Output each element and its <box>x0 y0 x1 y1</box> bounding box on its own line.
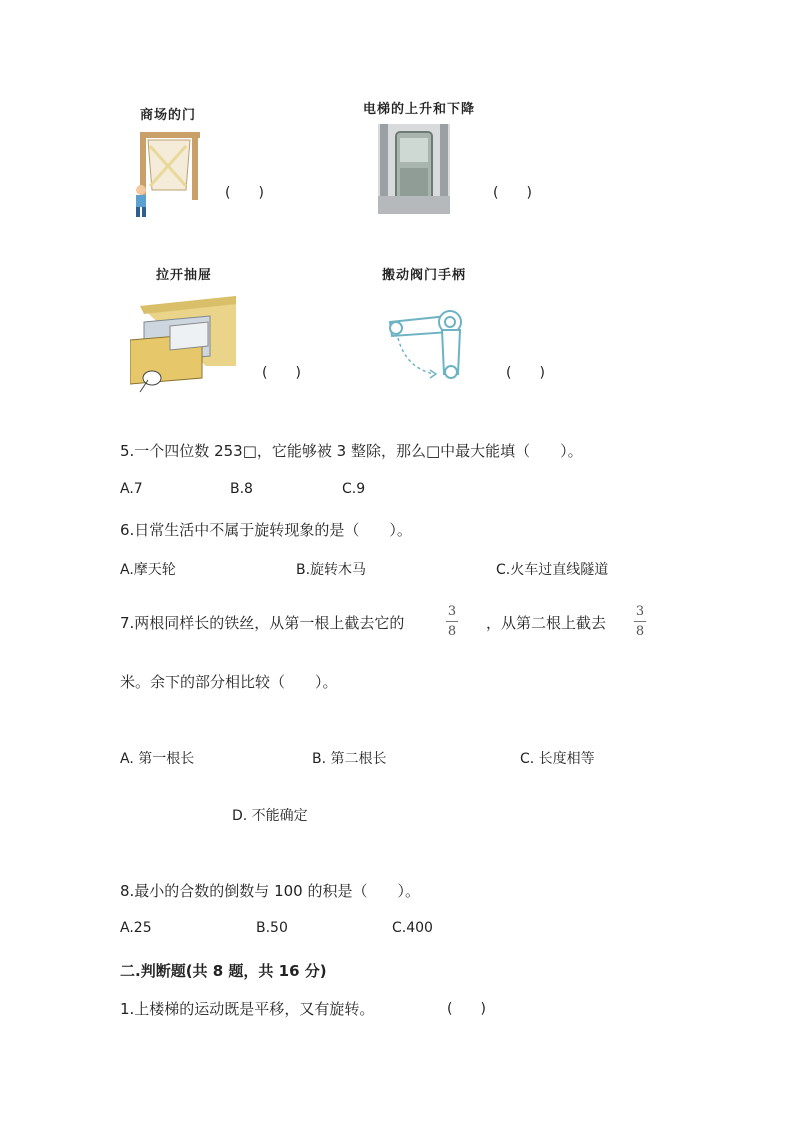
question-7-part2: ，从第二根上截去 <box>486 614 607 632</box>
q6-option-c[interactable]: C.火车过直线隧道 <box>496 562 609 578</box>
section-2-heading: 二.判断题(共 8 题，共 16 分) <box>120 962 327 980</box>
q8-option-b[interactable]: B.50 <box>256 920 288 936</box>
answer-paren-drawer[interactable]: ( ) <box>262 365 301 381</box>
mall-door-illustration <box>128 124 204 220</box>
question-7-part1: 7.两根同样长的铁丝，从第一根上截去它的 <box>120 614 405 632</box>
judge-item-1: 1.上楼梯的运动既是平移，又有旋转。 <box>120 1000 375 1018</box>
fraction-bar <box>446 621 458 622</box>
fraction-numerator: 3 <box>447 604 457 619</box>
fraction-denominator: 8 <box>447 624 457 639</box>
question-8: 8.最小的合数的倒数与 100 的积是（ ）。 <box>120 882 420 900</box>
caption-valve: 搬动阀门手柄 <box>382 268 467 283</box>
q8-option-a[interactable]: A.25 <box>120 920 152 936</box>
question-7-line2: 米。余下的部分相比较（ ）。 <box>120 673 338 691</box>
answer-paren-valve[interactable]: ( ) <box>506 365 545 381</box>
valve-handle-illustration <box>384 306 474 386</box>
q8-option-c[interactable]: C.400 <box>392 920 433 936</box>
q7-option-d[interactable]: D. 不能确定 <box>232 808 308 824</box>
drawer-illustration <box>130 296 236 394</box>
q6-option-a[interactable]: A.摩天轮 <box>120 562 176 578</box>
question-5: 5.一个四位数 253□，它能够被 3 整除，那么□中最大能填（ ）。 <box>120 442 583 460</box>
fraction-numerator: 3 <box>635 604 645 619</box>
q6-option-b[interactable]: B.旋转木马 <box>296 562 367 578</box>
caption-mall-door: 商场的门 <box>140 108 197 123</box>
caption-elevator: 电梯的上升和下降 <box>363 102 476 117</box>
judge-item-1-paren[interactable]: ( ) <box>447 1001 486 1017</box>
q7-option-b[interactable]: B. 第二根长 <box>312 751 387 767</box>
q5-option-b[interactable]: B.8 <box>230 481 253 497</box>
answer-paren-mall-door[interactable]: ( ) <box>225 185 264 201</box>
caption-drawer: 拉开抽屉 <box>156 268 213 283</box>
q5-option-a[interactable]: A.7 <box>120 481 143 497</box>
fraction-denominator: 8 <box>635 624 645 639</box>
q5-option-c[interactable]: C.9 <box>342 481 366 497</box>
elevator-photo <box>378 124 450 214</box>
fraction-bar <box>634 621 646 622</box>
q7-fraction-1 <box>446 604 458 639</box>
q7-fraction-2 <box>634 604 646 639</box>
q7-option-c[interactable]: C. 长度相等 <box>520 751 595 767</box>
question-6: 6.日常生活中不属于旋转现象的是（ ）。 <box>120 521 412 539</box>
q7-option-a[interactable]: A. 第一根长 <box>120 751 195 767</box>
answer-paren-elevator[interactable]: ( ) <box>493 185 532 201</box>
